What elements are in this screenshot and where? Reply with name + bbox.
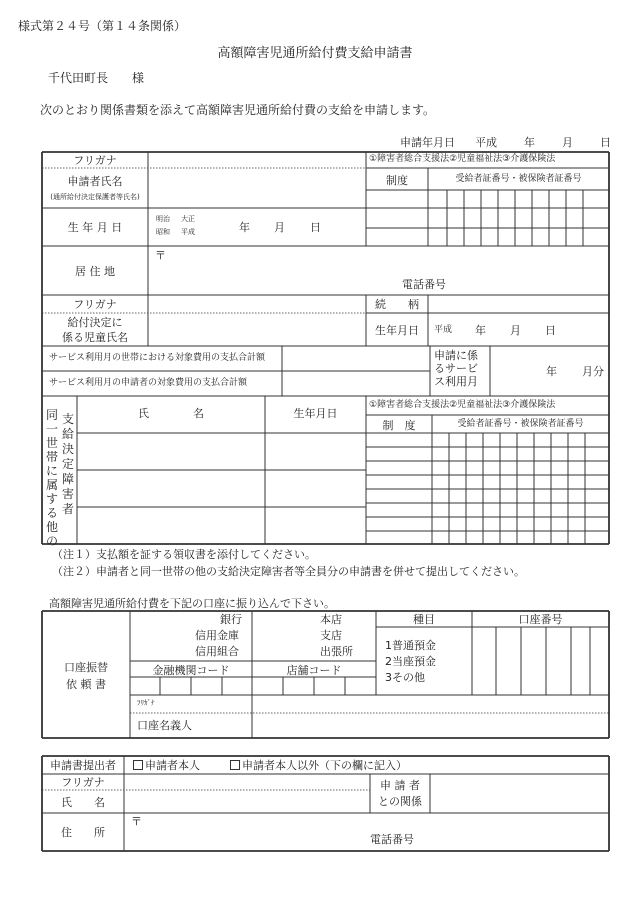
child-relation-label: 続 柄 <box>375 298 419 311</box>
others-dob-header: 生年月日 <box>293 407 338 420</box>
applicant-total-label: サービス利用月の申請者の対象費用の支払合計額 <box>49 378 248 388</box>
submitter-name-field[interactable] <box>125 791 369 812</box>
applicant-address-label: 居 住 地 <box>75 265 115 278</box>
child-name-label-1: 給付決定に <box>67 316 123 329</box>
submitter-self-option[interactable]: 申請者本人 <box>133 760 200 771</box>
applicant-system-label: 制度 <box>386 174 408 187</box>
holder-name-label: 口座名義人 <box>137 719 192 732</box>
child-dob-month: 月 <box>510 324 521 337</box>
child-name-field[interactable] <box>149 314 365 345</box>
others-system-header: 制 度 <box>382 419 416 432</box>
others-side-label-right: 支給決定障害者 <box>61 412 74 516</box>
child-dob-label: 生年月日 <box>375 324 419 337</box>
applicant-total-field[interactable] <box>283 372 429 395</box>
bank-name-field[interactable] <box>131 612 191 660</box>
form-number: 様式第２４号（第１４条関係） <box>18 19 187 33</box>
submitter-relation-label-1: 申 請 者 <box>380 779 420 792</box>
others-name-header: 氏 名 <box>138 407 204 420</box>
submitter-furigana-label: フリガナ <box>61 776 105 789</box>
era-heisei: 平成 <box>181 228 195 236</box>
era-taisho: 大正 <box>181 215 195 223</box>
bank-label-2: 依 頼 書 <box>66 678 106 691</box>
applicant-dob-month: 月 <box>274 221 285 234</box>
account-number-label: 口座番号 <box>518 613 563 626</box>
others-recipient-no-header: 受給者証番号・被保険者証番号 <box>457 419 584 429</box>
era-meiji: 明治 <box>156 215 170 223</box>
note-1: （注１）支払額を証する領収書を添付してください。 <box>52 548 316 561</box>
service-month-unit: 月分 <box>582 365 604 378</box>
branch-type-honten: 本店 <box>320 613 342 626</box>
submitter-name-label: 氏 名 <box>61 796 105 809</box>
applicant-law-header: ①障害者総合支援法②児童福祉法③介護保険法 <box>369 154 556 164</box>
holder-furigana-label: ﾌﾘｶﾞﾅ <box>137 699 155 707</box>
submitter-address-label: 住 所 <box>61 826 105 839</box>
page-title: 高額障害児通所給付費支給申請書 <box>217 46 413 61</box>
checkbox-icon <box>230 760 240 770</box>
applicant-address-field[interactable] <box>149 247 608 294</box>
branch-name-field[interactable] <box>253 612 313 660</box>
submitter-relation-label-2: との関係 <box>378 795 422 808</box>
applicant-dob-label: 生 年 月 日 <box>67 221 123 234</box>
bank-intro: 高額障害児通所給付費を下記の口座に振り込んで下さい。 <box>49 597 335 610</box>
account-kind-label: 種目 <box>413 613 435 626</box>
child-furigana-label: フリガナ <box>73 298 117 311</box>
bank-type-kumiai: 信用組合 <box>195 645 239 658</box>
date-era: 平成 <box>475 136 497 149</box>
bank-label-1: 口座振替 <box>64 661 108 674</box>
service-month-label: 申請に係 るサービ ス利用月 <box>434 349 478 388</box>
applicant-name-label: 申請者氏名 <box>67 175 123 188</box>
date-year: 年 <box>524 136 535 149</box>
submitter-postal-mark: 〒 <box>131 815 142 828</box>
others-side-label-left: 同一世帯に属する他の <box>45 408 58 548</box>
date-month: 月 <box>562 136 573 149</box>
others-row-1-name[interactable] <box>78 434 264 469</box>
submitter-other-option[interactable]: 申請者本人以外（下の欄に記入） <box>230 760 407 771</box>
household-total-field[interactable] <box>283 347 429 370</box>
submitter-address-field[interactable] <box>125 814 608 850</box>
addressee: 千代田町長 様 <box>48 71 145 85</box>
child-dob-era: 平成 <box>434 325 453 335</box>
applicant-name-field[interactable] <box>149 169 365 207</box>
others-row-2-name[interactable] <box>78 471 264 506</box>
bank-type-shinkin: 信用金庫 <box>195 629 239 642</box>
applicant-postal-mark: 〒 <box>155 249 166 262</box>
service-month-year: 年 <box>546 365 557 378</box>
submitter-relation-field[interactable] <box>431 775 608 812</box>
applicant-furigana-label: フリガナ <box>73 154 117 167</box>
others-row-3-name[interactable] <box>78 508 264 543</box>
bank-code-label: 金融機関コード <box>152 664 230 677</box>
branch-type-shiten: 支店 <box>320 629 342 642</box>
child-dob-day: 日 <box>545 324 556 337</box>
bank-type-bank: 銀行 <box>220 613 242 626</box>
applicant-dob-year: 年 <box>239 221 250 234</box>
date-label: 申請年月日 <box>400 136 455 149</box>
holder-furigana-field[interactable] <box>253 696 608 712</box>
intro-text: 次のとおり関係書類を添えて高額障害児通所給付費の支給を申請します。 <box>40 103 436 117</box>
account-kind-3[interactable]: 3その他 <box>385 671 425 684</box>
applicant-recipient-no-label: 受給者証番号・被保険者証番号 <box>455 174 582 184</box>
applicant-name-note: (通所給付決定保護者等氏名) <box>50 193 140 201</box>
child-name-label-2: 係る児童氏名 <box>62 331 128 344</box>
child-dob-year: 年 <box>475 324 486 337</box>
era-showa: 昭和 <box>156 228 170 236</box>
applicant-dob-day: 日 <box>310 221 321 234</box>
branch-type-shucchojo: 出張所 <box>320 645 353 658</box>
branch-code-label: 店舗コード <box>286 664 342 677</box>
applicant-phone-label: 電話番号 <box>402 278 446 291</box>
household-total-label: サービス利用月の世帯における対象費用の支払合計額 <box>49 353 266 363</box>
account-kind-1[interactable]: 1普通預金 <box>385 639 436 652</box>
account-kind-2[interactable]: 2当座預金 <box>385 655 436 668</box>
holder-name-field[interactable] <box>253 714 608 737</box>
submitter-label: 申請書提出者 <box>50 759 116 772</box>
submitter-phone-label: 電話番号 <box>370 833 414 846</box>
others-law-header: ①障害者総合支援法②児童福祉法③介護保険法 <box>369 400 556 410</box>
checkbox-icon <box>133 760 143 770</box>
note-2: （注２）申請者と同一世帯の他の支給決定障害者等全員分の申請書を併せて提出してください。 <box>52 565 525 578</box>
date-day: 日 <box>600 136 611 149</box>
